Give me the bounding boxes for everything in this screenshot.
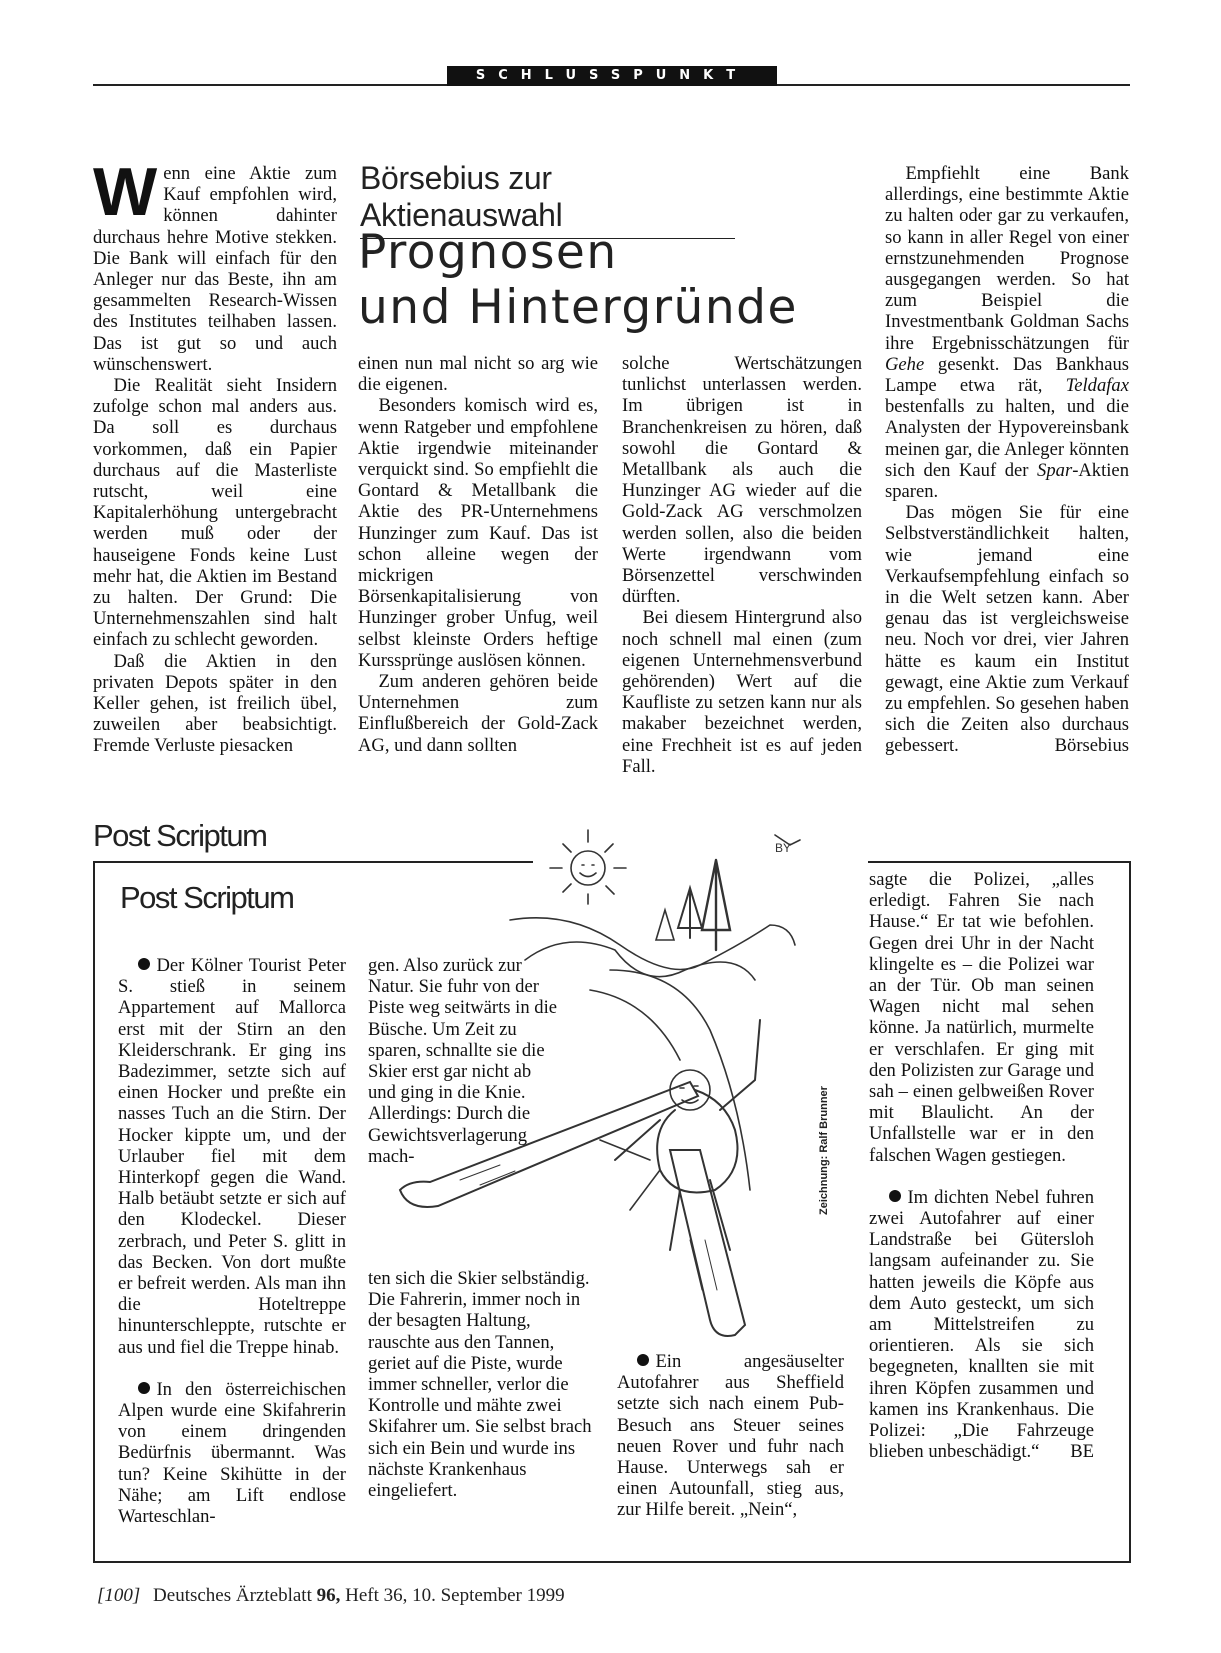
box-border	[1129, 861, 1131, 1562]
illustration-signature: BY	[775, 841, 792, 855]
postscriptum-column-4	[869, 869, 1094, 1462]
article-paragraph: einen nun mal nicht so arg wie die eigenen.	[358, 353, 598, 396]
article-headline	[358, 225, 798, 335]
author-signature: Börsebius	[1054, 735, 1129, 757]
article-paragraph: Die Realität sieht Insidern zufolge schon mal anders aus. Da soll es durchaus vorkommen, daß ein Papier durchaus auf die Masterliste rutscht, weil eine Kapitalerhöhung untergebracht werden muß oder der hauseigene Fonds keine Lust mehr hat, die Aktien im Bestand zu halten. Der Grund: Die Unternehmenszahlen sind halt einfach zu schlecht geworden.	[93, 375, 337, 651]
section-tag: SCHLUSSPUNKT	[447, 66, 777, 86]
postscriptum-column-3	[617, 1351, 844, 1521]
article-column-3	[622, 353, 862, 777]
article-paragraph: Daß die Aktien in den privaten Depots später in den Keller gehen, ist freilich übel, zuweilen aber beabsichtigt. Fremde Verluste piesacken	[93, 650, 337, 757]
article-paragraph: Empfiehlt eine Bank allerdings, eine bestimmte Aktie zu halten oder gar zu verkaufen, so kann in aller Regel von einer ernstzunehmenden Prognose ausgegangen werden. So hat zum Beispiel die Investmentbank Goldman Sachs ihre Ergebnisschätzungen für Gehe gesenkt. Das Bankhaus Lampe etwa rät, Teldafax bestenfalls zu halten, und die Analysten der Hypovereinsbank meinen gar, die Anleger könnten sich den Kauf der Spar-Aktien sparen.	[885, 163, 1129, 503]
postscriptum-column-1	[118, 955, 346, 1527]
postscriptum-item: Ein angesäuselter Autofahrer aus Sheffield setzte sich nach einem Pub-Besuch ans Steuer seines neuen Rover und fuhr nach Hause. Unterwegs sah er einen Autounfall, stieg aus, zur Hilfe bereit. „Nein“,	[617, 1351, 844, 1521]
article-kicker: Börsebius zur Aktienauswahl	[360, 160, 735, 239]
headline-line-1: Prognosen	[358, 225, 618, 280]
bullet-icon	[138, 1382, 150, 1394]
page-number: [100]	[97, 1585, 141, 1606]
article-paragraph: Wenn eine Aktie zum Kauf empfohlen wird, können dahinter durchaus hehre Motive stekken. Die Bank will einfach für den Anleger nur das Beste, ihn am gesammelten Research-Wissen des Institutes teilhaben lassen. Das ist gut so und auch wünschenswert.	[93, 154, 337, 375]
article-paragraph: solche Wertschätzungen tunlichst unterlassen werden. Im übrigen ist in Branchenkreisen zu hören, daß sowohl die Gontard & Metallbank als auch die Hunzinger AG wieder auf die Gold-Zack AG verschmolzen werden sollen, also die beiden Werte irgendwann vom Börsenzettel verschwinden dürften.	[622, 353, 862, 608]
article-paragraph: Besonders komisch wird es, wenn Ratgeber und empfohlene Aktie irgendwie miteinander verquickt sind. So empfiehlt die Gontard & Metallbank die Aktie des PR-Unternehmens Hunzinger zum Kauf. Das ist schon alleine wegen der mickrigen Börsenkapitalisierung von Hunzinger grober Unfug, weil selbst kleinste Orders heftige Kurssprünge auslösen können.	[358, 395, 598, 671]
article-column-4	[885, 163, 1129, 757]
bullet-icon	[138, 958, 150, 970]
postscriptum-item: Im dichten Nebel fuhren zwei Autofahrer auf einer Landstraße bei Gütersloh langsam aufeinander zu. Sie hatten jeweils die Köpfe aus dem Auto gesteckt, um sich am Mittelstreifen zu orientieren. Als sie sich begegneten, knallten sie mit ihren Köpfen zusammen und kamen ins Krankenhaus. Die Polizei: „Die Fahrzeuge blieben unbeschädigt.“ BE	[869, 1186, 1094, 1463]
postscriptum-inner-title: Post Scriptum	[120, 880, 294, 915]
box-border	[93, 861, 95, 1562]
author-signature: BE	[1070, 1441, 1094, 1463]
postscriptum-column-2-bottom	[368, 1268, 596, 1501]
page-footer	[97, 1585, 565, 1607]
bullet-icon	[889, 1190, 901, 1202]
journal-name: Deutsches Ärzteblatt	[153, 1585, 312, 1606]
article-paragraph: Bei diesem Hintergrund also noch schnell mal einen (zum eigenen Unternehmensverbund gehörenden) Wert auf die Kaufliste zu setzen kann nur als makaber bezeichnet werden, eine Frechheit ist es auf jeden Fall.	[622, 607, 862, 777]
article-column-2	[358, 353, 598, 756]
article-paragraph: Zum anderen gehören beide Unternehmen zum Einflußbereich der Gold-Zack AG, und dann sollten	[358, 671, 598, 756]
illustration-credit: Zeichnung: Ralf Brunner	[818, 1086, 830, 1215]
postscriptum-item: Der Kölner Tourist Peter S. stieß in seinem Appartement auf Mallorca erst mit der Stirn an den Kleiderschrank. Er ging ins Badezimmer, setzte sich auf einen Hocker und preßte ein nasses Tuch an die Stirn. Der Hocker kippte um, und der Urlauber fiel mit dem Hinterkopf gegen die Wand. Halb betäubt setzte er sich auf den Klodeckel. Dieser zerbrach, und Peter S. glitt in das Becken. Von dort mußte er befreit werden. Als man ihn die Hoteltreppe hinunterschleppte, rutschte er aus und fiel die Treppe hinab.	[118, 955, 346, 1358]
headline-line-2: und Hintergründe	[358, 280, 798, 335]
postscriptum-column-2-top	[368, 955, 563, 1167]
box-border	[868, 861, 1130, 863]
sun-icon	[571, 851, 605, 885]
postscriptum-text: ten sich die Skier selbständig. Die Fahrerin, immer noch in der besagten Haltung, rauschte aus den Tannen, geriet auf die Piste, wurde immer schneller, verlor die Kontrolle und mähte zwei Skifahrer um. Sie selbst brach sich ein Bein und wurde ins nächste Krankenhaus eingeliefert.	[368, 1268, 592, 1502]
bullet-icon	[637, 1354, 649, 1366]
postscriptum-text: gen. Also zurück zur Natur. Sie fuhr von der Piste weg seitwärts in die Büsche. Um Zeit zu sparen, schnallte sie die Skier erst gar nicht ab und ging in die Knie. Allerdings: Durch die Gewichtsverlagerung mach-	[368, 955, 558, 1167]
postscriptum-item: In den österreichischen Alpen wurde eine Skifahrerin von einem dringenden Bedürfnis übermannt. Was tun? Keine Skihütte in der Nähe; am Lift endlose Warteschlan-	[118, 1378, 346, 1528]
drop-cap: W	[93, 154, 158, 230]
box-border	[93, 1561, 1131, 1563]
article-paragraph: Das mögen Sie für eine Selbstverständlichkeit halten, wie jemand eine Verkaufsempfehlung einfach so in die Welt setzen kann. Aber genau das ist vergleichsweise neu. Noch vor drei, vier Jahren hätte es kaum ein Institut gewagt, eine Aktie zum Verkauf zu empfehlen. So gesehen haben sich die Zeiten also durchaus gebessert. Börsebius	[885, 502, 1129, 757]
journal-issue: Heft 36, 10. September 1999	[345, 1585, 565, 1606]
article-column-1	[93, 154, 337, 757]
postscriptum-outer-title: Post Scriptum	[93, 818, 267, 853]
journal-volume: 96,	[316, 1585, 341, 1606]
postscriptum-text: sagte die Polizei, „alles erledigt. Fahren Sie nach Hause.“ Er tat wie befohlen. Gegen drei Uhr in der Nacht klingelte es – die Polizei war an der Tür. Ob man seinen Wagen nicht mal sehen könne. Ja natürlich, murmelte er verschlafen. Er ging mit den Polizisten zur Garage und sah – einen gelbweißen Rover mit Blaulicht. An der Unfallstelle war er in den falschen Wagen gestiegen.	[869, 869, 1094, 1166]
